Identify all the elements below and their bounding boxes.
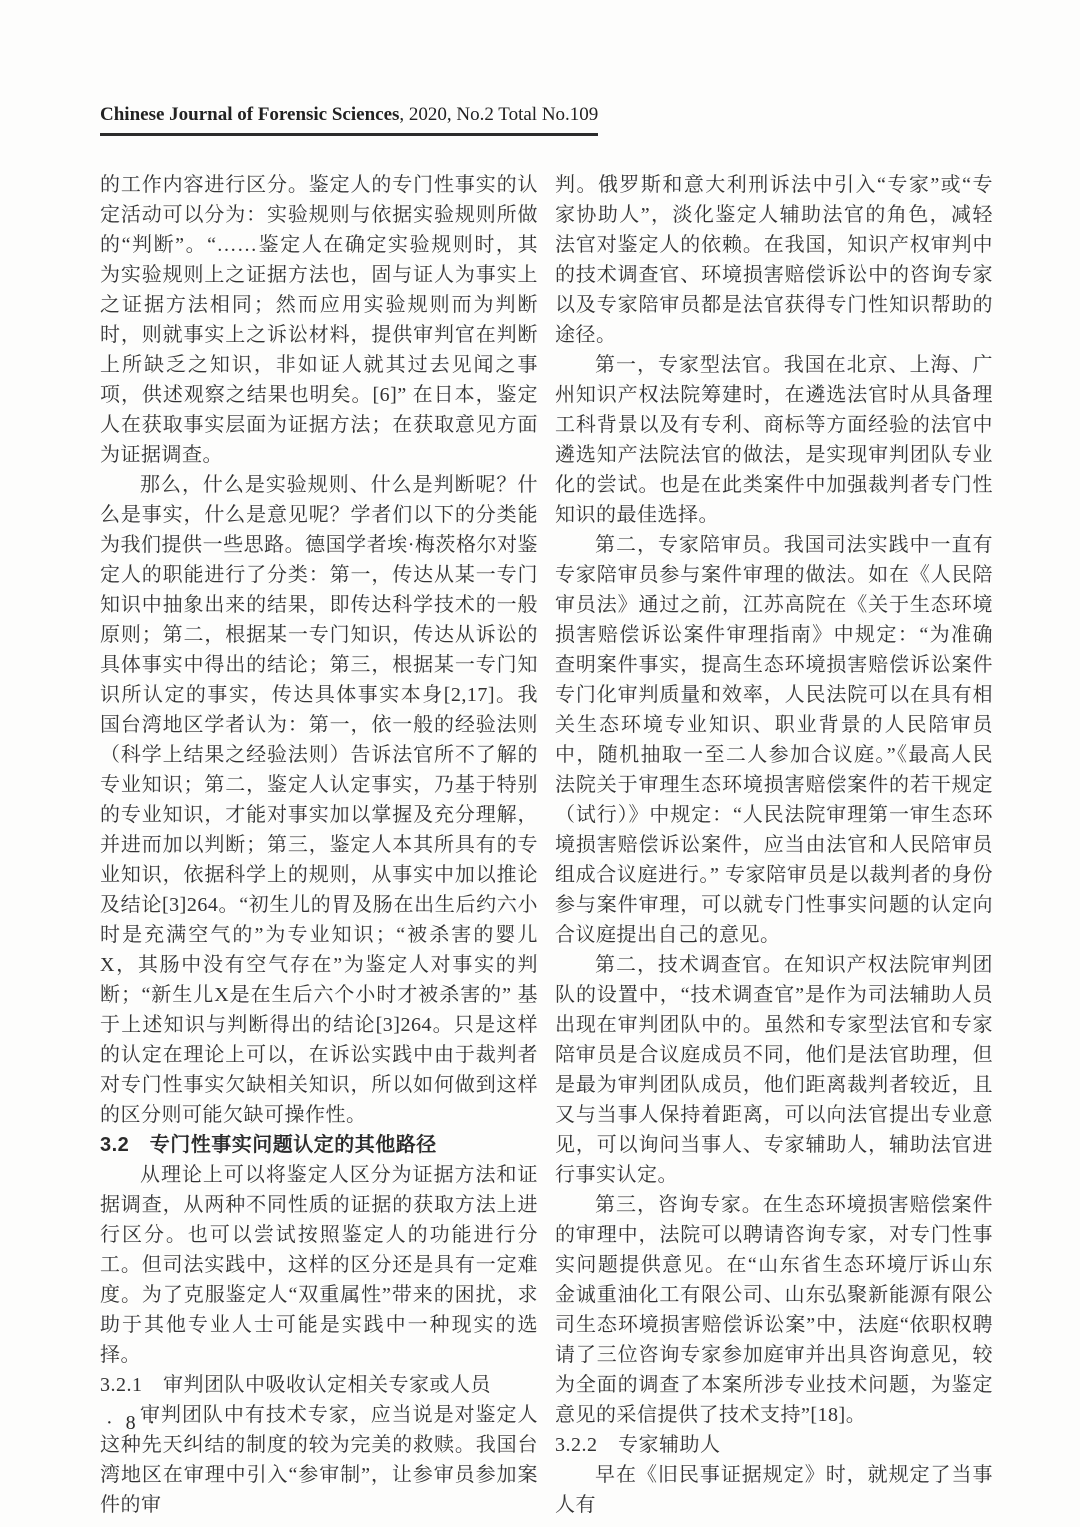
subsection-heading-3-2-1: 3.2.1 审判团队中吸收认定相关专家或人员 xyxy=(100,1374,491,1396)
paragraph: 判。俄罗斯和意大利刑诉法中引入“专家”或“专家协助人”，淡化鉴定人辅助法官的角色，减轻法官对鉴定人的依赖。在我国，知识产权审判中的技术调查官、环境损害赔偿诉讼中的咨询专家以及专家陪审员都是法官获得专门性知识帮助的途径。 xyxy=(555,174,993,346)
paragraph: 的工作内容进行区分。鉴定人的专门性事实的认定活动可以分为：实验规则与依据实验规则所做的“判断”。“……鉴定人在确定实验规则时，其为实验规则上之证据方法也，固与证人为事实上之证据方法相同；然而应用实验规则而为判断时，则就事实上之诉讼材料，提供审判官在判断上所缺乏之知识，非如证人就其过去见闻之事项，供述观察之结果也明矣。[6]” 在日本，鉴定人在获取事实层面为证据方法；在获取意见方面为证据调查。 xyxy=(100,174,538,466)
paragraph: 第二，专家陪审员。我国司法实践中一直有专家陪审员参与案件审理的做法。如在《人民陪审员法》通过之前，江苏高院在《关于生态环境损害赔偿诉讼案件审理指南》中规定：“为准确查明案件事实，提高生态环境损害赔偿诉讼案件专门化审判质量和效率，人民法院可以在具有相关生态环境专业知识、职业背景的人民陪审员中，随机抽取一至二人参加合议庭。”《最高人民法院关于审理生态环境损害赔偿案件的若干规定（试行）》中规定：“人民法院审理第一审生态环境损害赔偿诉讼案件，应当由法官和人民陪审员组成合议庭进行。” 专家陪审员是以裁判者的身份参与案件审理，可以就专门性事实问题的认定向合议庭提出自己的意见。 xyxy=(555,534,993,946)
text-columns xyxy=(100,170,993,1520)
paragraph: 那么，什么是实验规则、什么是判断呢？什么是事实，什么是意见呢？学者们以下的分类能为我们提供一些思路。德国学者埃·梅茨格尔对鉴定人的职能进行了分类：第一，传达从某一专门知识中抽象出来的结果，即传达科学技术的一般原则；第二，根据某一专门知识，传达从诉讼的具体事实中得出的结论；第三，根据某一专门知识所认定的事实，传达具体事实本身[2,17]。我国台湾地区学者认为：第一，依一般的经验法则（科学上结果之经验法则）告诉法官所不了解的专业知识；第二，鉴定人认定事实，乃基于特别的专业知识，才能对事实加以掌握及充分理解，并进而加以判断；第三，鉴定人本其所具有的专业知识，依据科学上的规则，从事实中加以推论及结论[3]264。“初生儿的胃及肠在出生后约六小时是充满空气的”为专业知识；“被杀害的婴儿X，其肠中没有空气存在”为鉴定人对事实的判断；“新生儿X是在生后六个小时才被杀害的” 基于上述知识与判断得出的结论[3]264。只是这样的认定在理论上可以，在诉讼实践中由于裁判者对专门性事实欠缺相关知识，所以如何做到这样的区分则可能欠缺可操作性。 xyxy=(100,474,538,1126)
paragraph: 第三，咨询专家。在生态环境损害赔偿案件的审理中，法院可以聘请咨询专家，对专门性事实问题提供意见。在“山东省生态环境厅诉山东金诚重油化工有限公司、山东弘聚新能源有限公司生态环境损害赔偿诉讼案”中，法庭“依职权聘请了三位咨询专家参加庭审并出具咨询意见，较为全面的调查了本案所涉专业技术问题，为鉴定意见的采信提供了技术支持”[18]。 xyxy=(555,1194,993,1426)
running-head xyxy=(100,104,598,136)
paragraph: 从理论上可以将鉴定人区分为证据方法和证据调查，从两种不同性质的证据的获取方法上进行区分。也可以尝试按照鉴定人的功能进行分工。但司法实践中，这样的区分还是具有一定难度。为了克服鉴定人“双重属性”带来的困扰，求助于其他专业人士可能是实践中一种现实的选择。 xyxy=(100,1164,538,1366)
journal-title: Chinese Journal of Forensic Sciences xyxy=(100,104,400,125)
subsection-heading-3-2-2: 3.2.2 专家辅助人 xyxy=(555,1434,721,1456)
page-header xyxy=(100,104,598,136)
left-column xyxy=(100,170,538,1520)
paragraph: 第一，专家型法官。我国在北京、上海、广州知识产权法院筹建时，在遴选法官时从具备理工科背景以及有专利、商标等方面经验的法官中遴选知产法院法官的做法，是实现审判团队专业化的尝试。也是在此类案件中加强裁判者专门性知识的最佳选择。 xyxy=(555,354,993,526)
paragraph: 第二，技术调查官。在知识产权法院审判团队的设置中，“技术调查官”是作为司法辅助人员出现在审判团队中的。虽然和专家型法官和专家陪审员是合议庭成员不同，他们是法官助理，但是最为审判团队成员，他们距离裁判者较近，且又与当事人保持着距离，可以向法官提出专业意见，可以询问当事人、专家辅助人，辅助法官进行事实认定。 xyxy=(555,954,993,1186)
right-column xyxy=(555,170,993,1520)
journal-issue-info: , 2020, No.2 Total No.109 xyxy=(399,104,599,125)
paragraph: 早在《旧民事证据规定》时，就规定了当事人有 xyxy=(555,1464,993,1516)
page-number: · 8 · xyxy=(106,1412,160,1434)
paragraph: 审判团队中有技术专家，应当说是对鉴定人这种先天纠结的制度的较为完美的救赎。我国台湾地区在审理中引入“参审制”，让参审员参加案件的审 xyxy=(100,1404,538,1516)
section-heading-3-2: 3.2 专门性事实问题认定的其他路径 xyxy=(100,1134,437,1156)
